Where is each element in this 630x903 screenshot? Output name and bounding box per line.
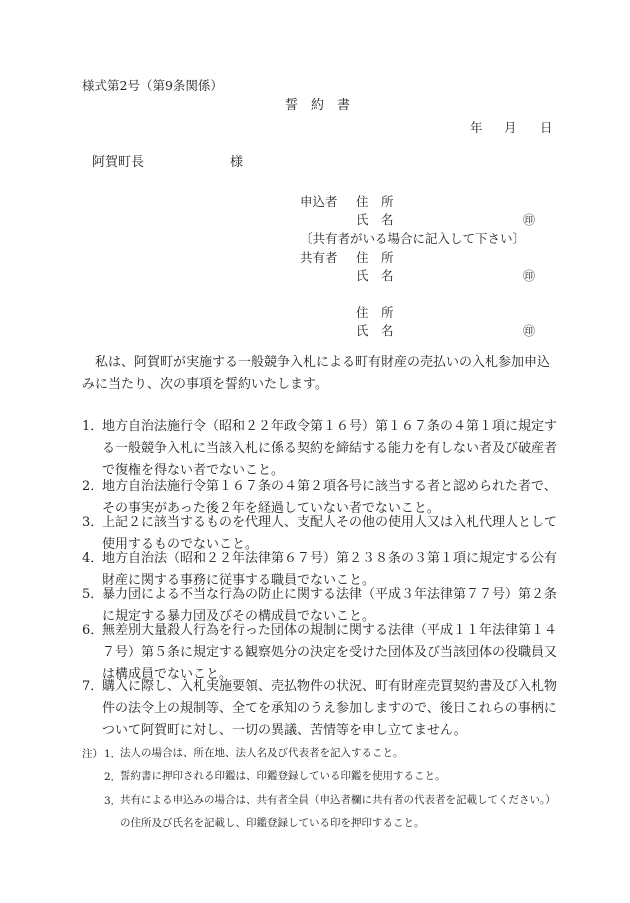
note-number: 3． bbox=[104, 795, 122, 807]
applicant-label: 申込者 bbox=[300, 194, 338, 209]
pledge-item-text: 地方自治法施行令（昭和２２年政令第１６号）第１６７条の４第１項に規定する一般競争入札に当該入札に係る契約を締結する能力を有しない者及び破産者で復権を得ない者でないこと。 bbox=[102, 419, 558, 478]
document-title: 誓 約 書 bbox=[285, 98, 351, 113]
coowner-address-label-1: 住 所 bbox=[356, 250, 394, 265]
pledge-item-text: 上記２に該当するものを代理人、支配人その他の使用人又は入札代理人として使用するものでないこと。 bbox=[102, 515, 558, 552]
form-number: 様式第2号（第9条関係） bbox=[82, 78, 223, 93]
applicant-seal-mark: ㊞ bbox=[523, 213, 536, 227]
note-text: 共有による申込みの場合は、共有者全員（申込者欄に共有者の代表者を記載してください。）の住所及び氏名を記載し、印鑑登録している印を押印すること。 bbox=[120, 794, 551, 829]
coowner-note: 〔共有者がいる場合に記入して下さい〕 bbox=[300, 231, 526, 246]
coowner-seal-mark-1: ㊞ bbox=[523, 269, 536, 283]
pledge-item-text: 無差別大量殺人行為を行った団体の規制に関する法律（平成１１年法律第１４７号）第５条に規定する観察処分の決定を受けた団体及び当該団体の役職員又は構成員でないこと。 bbox=[102, 623, 558, 682]
note-number: 2． bbox=[104, 771, 122, 783]
pledge-item-number: 6． bbox=[82, 623, 104, 638]
note-text: 法人の場合は、所在地、法人名及び代表者を記入すること。 bbox=[120, 747, 404, 759]
note-number: 1． bbox=[104, 748, 122, 760]
intro-paragraph: 私は、阿賀町が実施する一般競争入札による町有財産の売払いの入札参加申込みに当たり、次の事項を誓約いたします。 bbox=[82, 355, 551, 392]
pledge-item-text: 購入に際し、入札実施要領、売払物件の状況、町有財産売買契約書及び入札物件の法令上の規制等、全てを承知のうえ参加しますので、後日これらの事柄について阿賀町に対し、一切の異議、苦情等を申し立てません。 bbox=[102, 679, 558, 738]
pledge-item-number: 7． bbox=[82, 679, 104, 694]
pledge-item-text: 暴力団による不当な行為の防止に関する法律（平成３年法律第７７号）第２条に規定する暴力団及びその構成員でないこと。 bbox=[102, 587, 558, 624]
pledge-item-number: 3． bbox=[82, 515, 104, 530]
coowner-name-label-2: 氏 名 bbox=[356, 323, 394, 338]
coowner-label: 共有者 bbox=[300, 250, 338, 265]
applicant-address-label: 住 所 bbox=[356, 194, 394, 209]
addressee-honorific: 様 bbox=[230, 155, 244, 170]
pledge-item-number: 1． bbox=[82, 419, 104, 434]
applicant-name-label: 氏 名 bbox=[356, 212, 394, 227]
pledge-item-text: 地方自治法（昭和２２年法律第６７号）第２３８条の３第１項に規定する公有財産に関する事務に従事する職員でないこと。 bbox=[102, 551, 558, 588]
coowner-name-label-1: 氏 名 bbox=[356, 268, 394, 283]
addressee-name: 阿賀町長 bbox=[92, 155, 145, 170]
coowner-address-label-2: 住 所 bbox=[356, 305, 394, 320]
pledge-item-number: 2． bbox=[82, 479, 104, 494]
note-text: 誓約書に押印される印鑑は、印鑑登録している印鑑を使用すること。 bbox=[120, 770, 446, 782]
notes-label: 注） bbox=[82, 748, 103, 760]
coowner-seal-mark-2: ㊞ bbox=[523, 324, 536, 338]
pledge-item-number: 5． bbox=[82, 587, 104, 602]
date-month-label: 月 bbox=[504, 120, 517, 135]
date-year-label: 年 bbox=[470, 120, 483, 135]
pledge-item-number: 4． bbox=[82, 551, 104, 566]
pledge-item-text: 地方自治法施行令第１６７条の４第２項各号に該当する者と認められた者で、その事実があった後２年を経過していない者でないこと。 bbox=[102, 479, 557, 516]
date-day-label: 日 bbox=[540, 120, 553, 135]
